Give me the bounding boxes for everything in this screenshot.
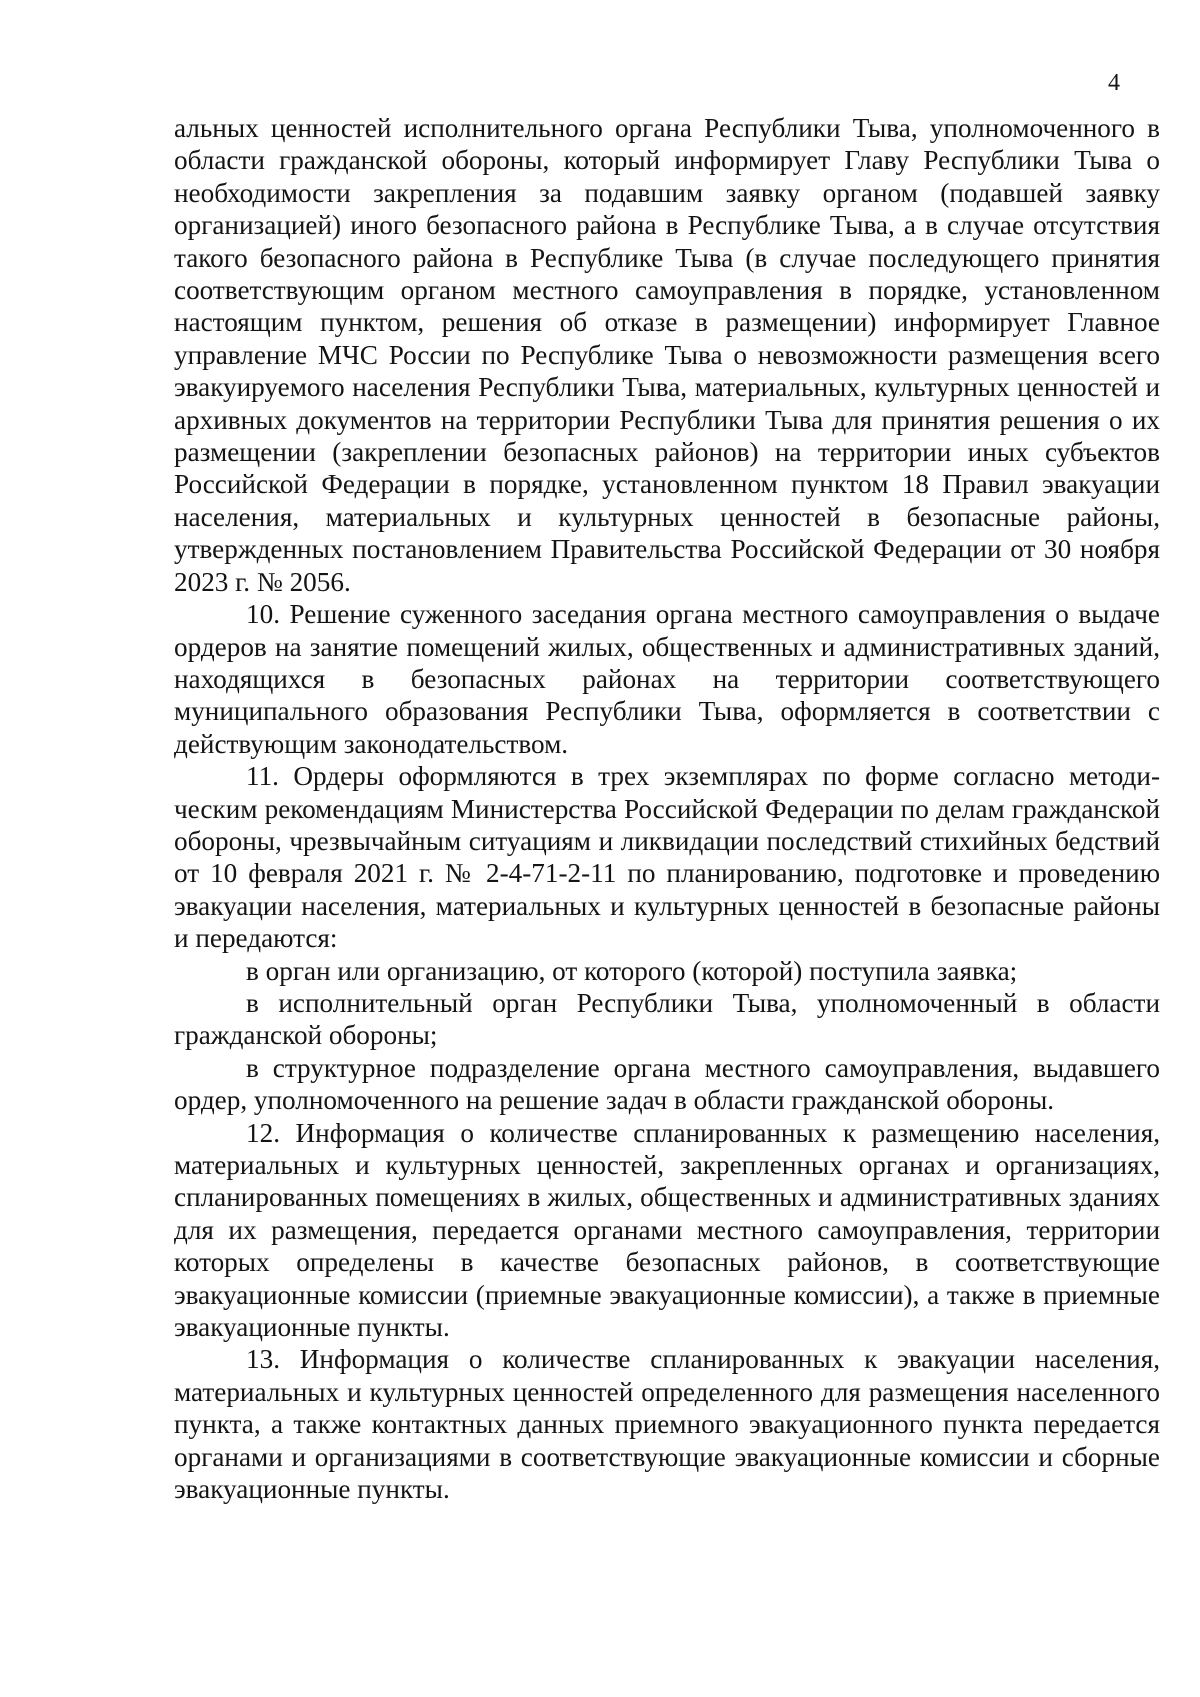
paragraph-item-11: 11. Ордеры оформляются в трех экземплярах по форме согласно методическим рекомендациям Министерства Российской Федерации по делам гражданской обороны, чрезвычайным ситуациям и ликвидации последствий стихийных бедствий от 10 февраля 2021 г. № 2-4-71-2-11 по планированию, подготовке и проведению эвакуации населения, материальных и культурных ценностей в безопасные районы и передаются: (174, 761, 1160, 954)
list-item-recipient-3: в структурное подразделение органа местного самоуправления, выдавшего ордер, уполномоченного на решение задач в области гражданской обороны. (174, 1052, 1160, 1116)
list-item-recipient-1: в орган или организацию, от которого (которой) поступила заявка; (246, 955, 1018, 986)
document-body (174, 112, 1160, 1505)
paragraph-item-13: 13. Информация о количестве спланированных к эвакуации населения, материальных и культурных ценностей определенного для размещения населенного пункта, а также контактных данных приемного эвакуационного пункта передается органами и организациями в соответствующие эвакуационные комиссии и сборные эвакуационные пункты. (174, 1344, 1160, 1505)
paragraph-item-12: 12. Информация о количестве спланированных к размещению населения, материальных и культурных ценностей, закрепленных органах и организациях, спланированных помещениях в жилых, общественных и административных зданиях для их размещения, передается органами местного самоуправления, территории которых определены в качестве безопасных районов, в соответствующие эвакуационные комиссии (приемные эвакуационные комиссии), а также в приемные эвакуационные пункты. (174, 1117, 1160, 1343)
list-item-recipient-2: в исполнительный орган Республики Тыва, уполномоченный в области гражданской обороны; (174, 987, 1160, 1051)
paragraph-continuation: альных ценностей исполнительного органа Республики Тыва, уполномоченного в области гражданской обороны, который информирует Главу Республики Тыва о необходимости закрепления за подавшим заявку органом (подавшей заявку организацией) иного безопасного района в Республике Тыва, а в случае отсутствия такого безопасного района в Республике Тыва (в случае последующего принятия соответствующим органом местного самоуправления в порядке, установленном настоящим пунктом, решения об отказе в размещении) информирует Главное управление МЧС России по Республике Тыва о невозможности размещения всего эвакуируемого населения Республики Тыва, материальных, культурных ценностей и архивных документов на территории Республики Тыва для принятия решения о их размещении (закреплении безопасных районов) на территории иных субъектов Российской Федерации в порядке, установленном пунктом 18 Правил эвакуации населения, материальных и культурных ценностей в безопасные районы, утвержденных постановлением Правительства Российской Федерации от 30 ноября 2023 г. № 2056. (174, 113, 1160, 597)
page-number: 4 (1108, 70, 1120, 96)
paragraph-item-10: 10. Решение суженного заседания органа местного самоуправления о выдаче ордеров на занятие помещений жилых, общественных и административных зданий, находящихся в безопасных районах на территории соответствующего муниципального образования Республики Тыва, оформляется в соответствии с действующим законодательством. (174, 599, 1160, 759)
